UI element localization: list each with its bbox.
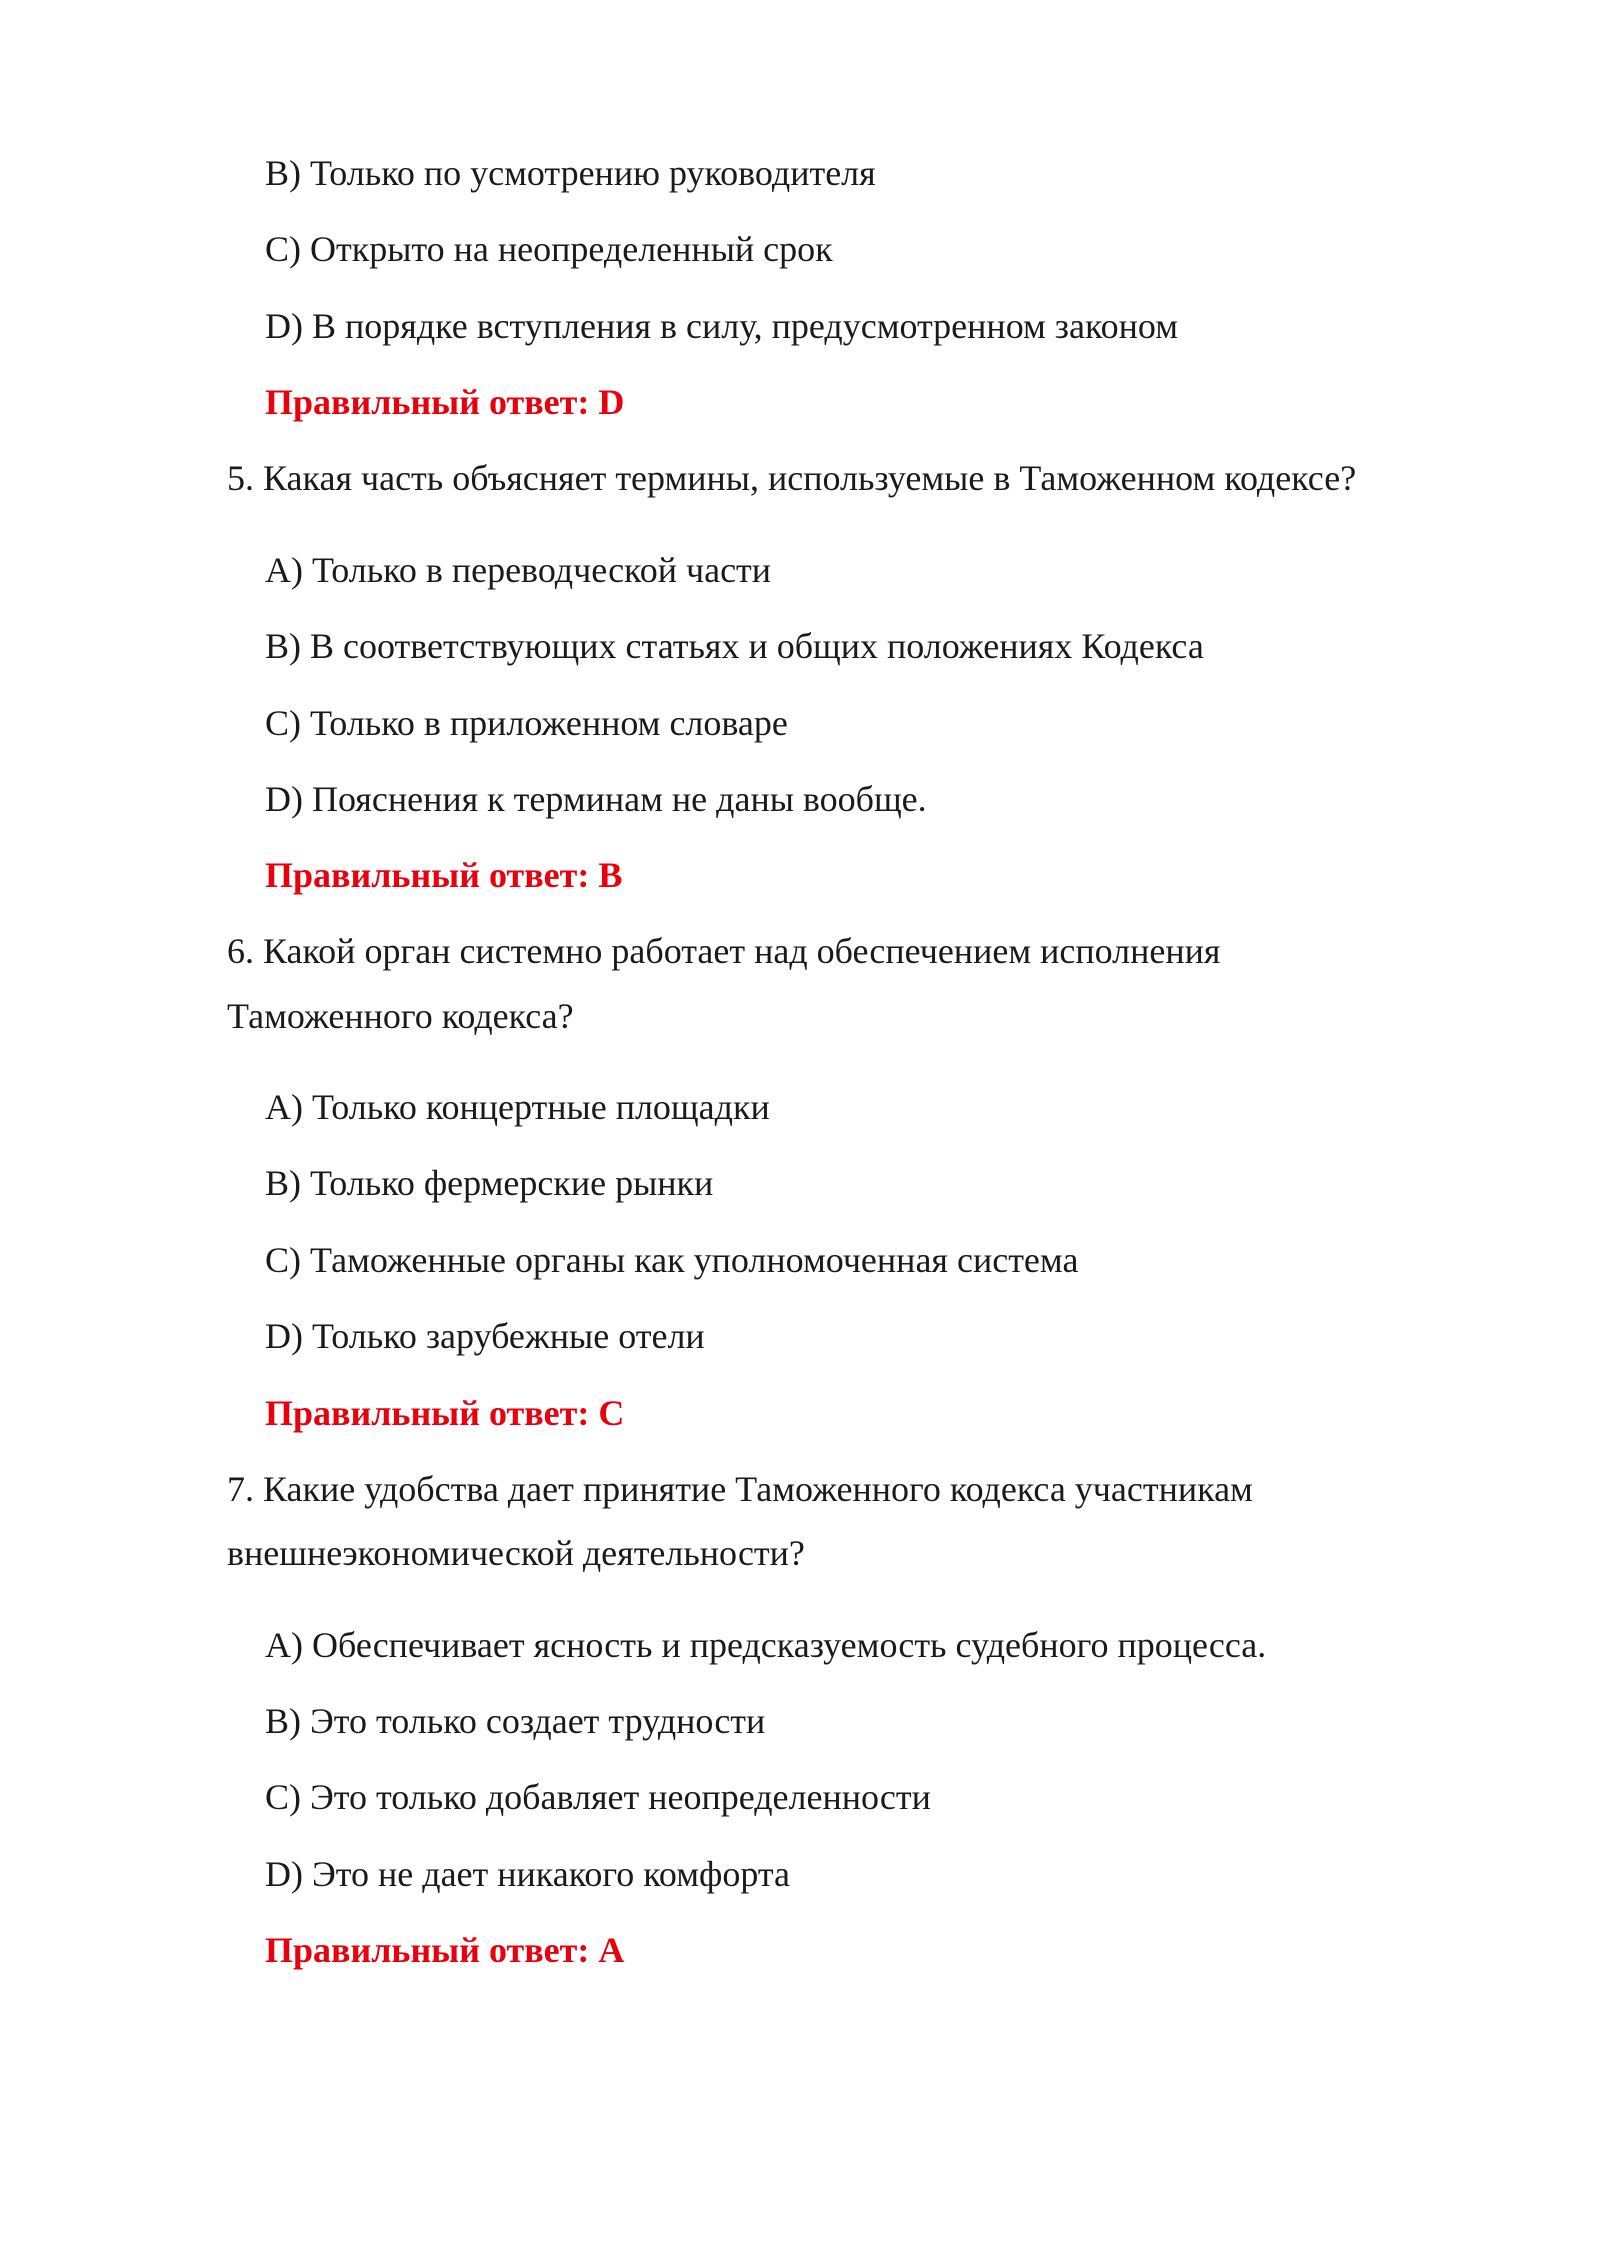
option-5b: B) В соответствующих статьях и общих положениях Кодекса — [265, 626, 1204, 666]
question-6-line-1: 6. Какой орган системно работает над обеспечением исполнения — [227, 931, 1221, 971]
question-6-line-2: Таможенного кодекса? — [227, 996, 574, 1036]
option-7d: D) Это не дает никакого комфорта — [265, 1854, 791, 1894]
correct-answer-6: Правильный ответ: C — [265, 1393, 625, 1433]
option-4b: B) Только по усмотрению руководителя — [265, 153, 876, 193]
option-4c: C) Открыто на неопределенный срок — [265, 229, 833, 269]
option-7a: A) Обеспечивает ясность и предсказуемость судебного процесса. — [265, 1625, 1267, 1665]
option-6c: C) Таможенные органы как уполномоченная система — [265, 1240, 1079, 1280]
question-7-line-1: 7. Какие удобства дает принятие Таможенного кодекса участникам — [227, 1469, 1253, 1509]
option-4d: D) В порядке вступления в силу, предусмотренном законом — [265, 306, 1179, 346]
option-7b: B) Это только создает трудности — [265, 1701, 766, 1741]
option-6d: D) Только зарубежные отели — [265, 1316, 705, 1356]
correct-answer-7: Правильный ответ: A — [265, 1930, 625, 1970]
question-5: 5. Какая часть объясняет термины, используемые в Таможенном кодексе? — [227, 458, 1357, 498]
option-6a: A) Только концертные площадки — [265, 1087, 770, 1127]
correct-answer-5: Правильный ответ: B — [265, 855, 623, 895]
option-7c: C) Это только добавляет неопределенности — [265, 1777, 931, 1817]
option-5a: A) Только в переводческой части — [265, 550, 772, 590]
question-7-line-2: внешнеэкономической деятельности? — [227, 1533, 805, 1573]
correct-answer-4: Правильный ответ: D — [265, 382, 625, 422]
option-6b: B) Только фермерские рынки — [265, 1163, 714, 1203]
option-5c: C) Только в приложенном словаре — [265, 703, 788, 743]
option-5d: D) Пояснения к терминам не даны вообще. — [265, 779, 927, 819]
